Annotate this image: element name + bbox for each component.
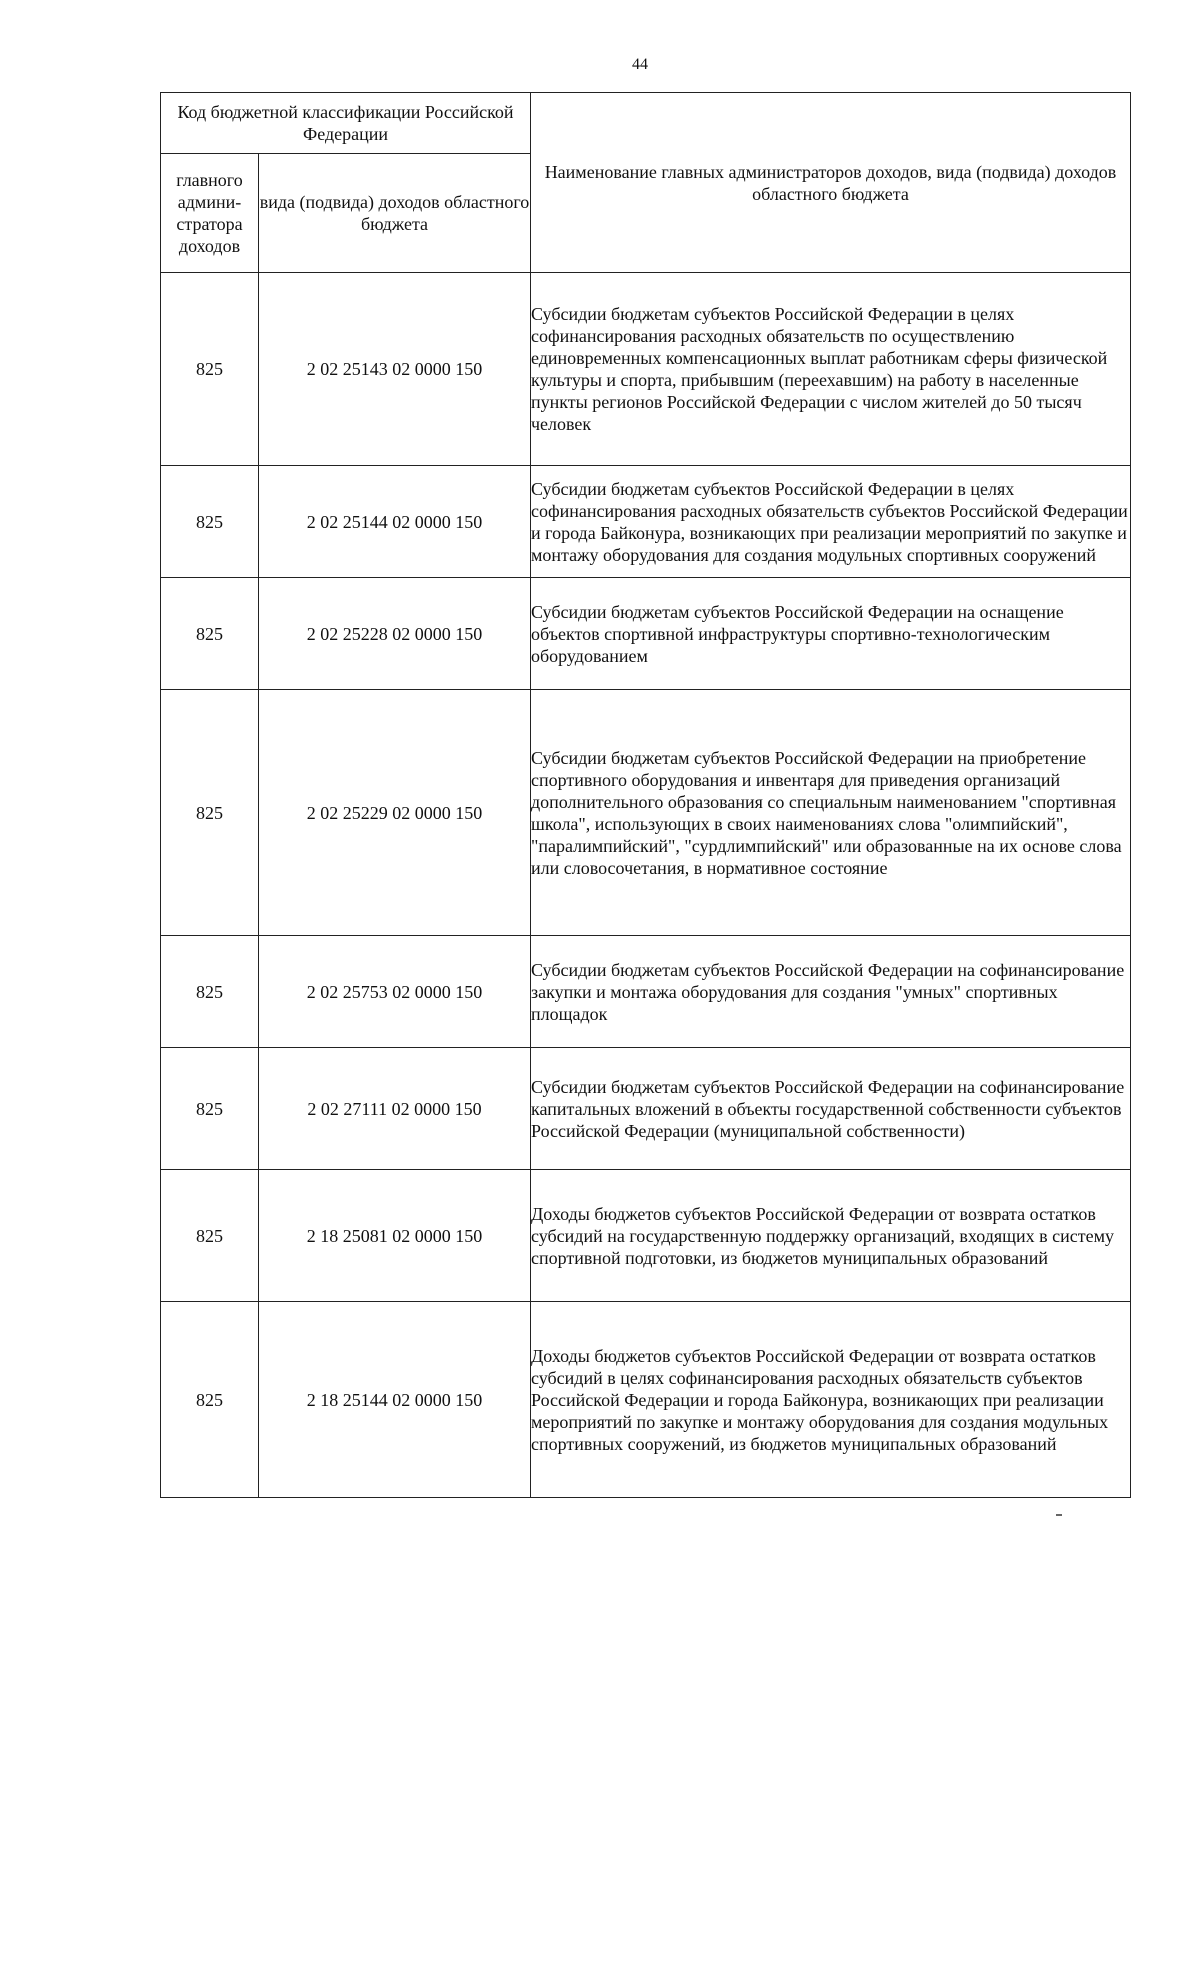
- admin-code-cell: 825: [161, 578, 259, 690]
- table-row: [161, 690, 1131, 936]
- revenue-code-cell: 2 02 25229 02 0000 150: [259, 690, 531, 936]
- admin-code-cell: 825: [161, 690, 259, 936]
- header-code-column: вида (подвида) доходов областного бюджета: [259, 154, 531, 273]
- admin-code-cell: 825: [161, 1048, 259, 1170]
- admin-code-cell: 825: [161, 1170, 259, 1302]
- revenue-name-cell: Субсидии бюджетам субъектов Российской Федерации на софинансирование капитальных вложений в объекты государственной собственности субъектов Российской Федерации (муниципальной собственности): [531, 1048, 1131, 1170]
- revenue-name-cell: Субсидии бюджетам субъектов Российской Федерации на оснащение объектов спортивной инфраструктуры спортивно-технологическим оборудованием: [531, 578, 1131, 690]
- revenue-name-cell: Доходы бюджетов субъектов Российской Федерации от возврата остатков субсидий на государственную поддержку организаций, входящих в систему спортивной подготовки, из бюджетов муниципальных образований: [531, 1170, 1131, 1302]
- revenue-code-cell: 2 18 25081 02 0000 150: [259, 1170, 531, 1302]
- revenue-code-cell: 2 02 27111 02 0000 150: [259, 1048, 531, 1170]
- revenue-code-cell: 2 02 25228 02 0000 150: [259, 578, 531, 690]
- table-row: [161, 1048, 1131, 1170]
- admin-code-cell: 825: [161, 273, 259, 466]
- admin-code-cell: 825: [161, 936, 259, 1048]
- page-number: 44: [632, 56, 648, 73]
- revenue-code-cell: 2 18 25144 02 0000 150: [259, 1302, 531, 1498]
- header-admin-column: главного админи-стратора доходов: [161, 154, 259, 273]
- admin-code-cell: 825: [161, 1302, 259, 1498]
- header-budget-classification: Код бюджетной классификации Российской Федерации: [161, 93, 531, 154]
- table-row: [161, 936, 1131, 1048]
- scan-mark: [1056, 1514, 1062, 1516]
- table-row: [161, 578, 1131, 690]
- revenue-name-cell: Субсидии бюджетам субъектов Российской Федерации на приобретение спортивного оборудования и инвентаря для приведения организаций дополнительного образования со специальным наименованием "спортивная школа", использующих в своих наименованиях слова "олимпийский", "паралимпийский", "сурдлимпийский" или образованные на их основе слова или словосочетания, в нормативное состояние: [531, 690, 1131, 936]
- revenue-code-cell: 2 02 25144 02 0000 150: [259, 466, 531, 578]
- revenue-name-cell: Доходы бюджетов субъектов Российской Федерации от возврата остатков субсидий в целях софинансирования расходных обязательств субъектов Российской Федерации и города Байконура, возникающих при реализации мероприятий по закупке и монтажу оборудования для создания модульных спортивных сооружений, из бюджетов муниципальных образований: [531, 1302, 1131, 1498]
- header-name-column: Наименование главных администраторов доходов, вида (подвида) доходов областного бюджета: [531, 93, 1131, 273]
- revenue-name-cell: Субсидии бюджетам субъектов Российской Федерации на софинансирование закупки и монтажа оборудования для создания "умных" спортивных площадок: [531, 936, 1131, 1048]
- budget-classification-table: [160, 92, 1131, 1498]
- table-row: [161, 273, 1131, 466]
- table-row: [161, 466, 1131, 578]
- table-row: [161, 1170, 1131, 1302]
- revenue-code-cell: 2 02 25753 02 0000 150: [259, 936, 531, 1048]
- admin-code-cell: 825: [161, 466, 259, 578]
- table-row: [161, 1302, 1131, 1498]
- revenue-name-cell: Субсидии бюджетам субъектов Российской Федерации в целях софинансирования расходных обязательств по осуществлению единовременных компенсационных выплат работникам сферы физической культуры и спорта, прибывшим (переехавшим) на работу в населенные пункты регионов Российской Федерации с числом жителей до 50 тысяч человек: [531, 273, 1131, 466]
- revenue-code-cell: 2 02 25143 02 0000 150: [259, 273, 531, 466]
- revenue-name-cell: Субсидии бюджетам субъектов Российской Федерации в целях софинансирования расходных обязательств субъектов Российской Федерации и города Байконура, возникающих при реализации мероприятий по закупке и монтажу оборудования для создания модульных спортивных сооружений: [531, 466, 1131, 578]
